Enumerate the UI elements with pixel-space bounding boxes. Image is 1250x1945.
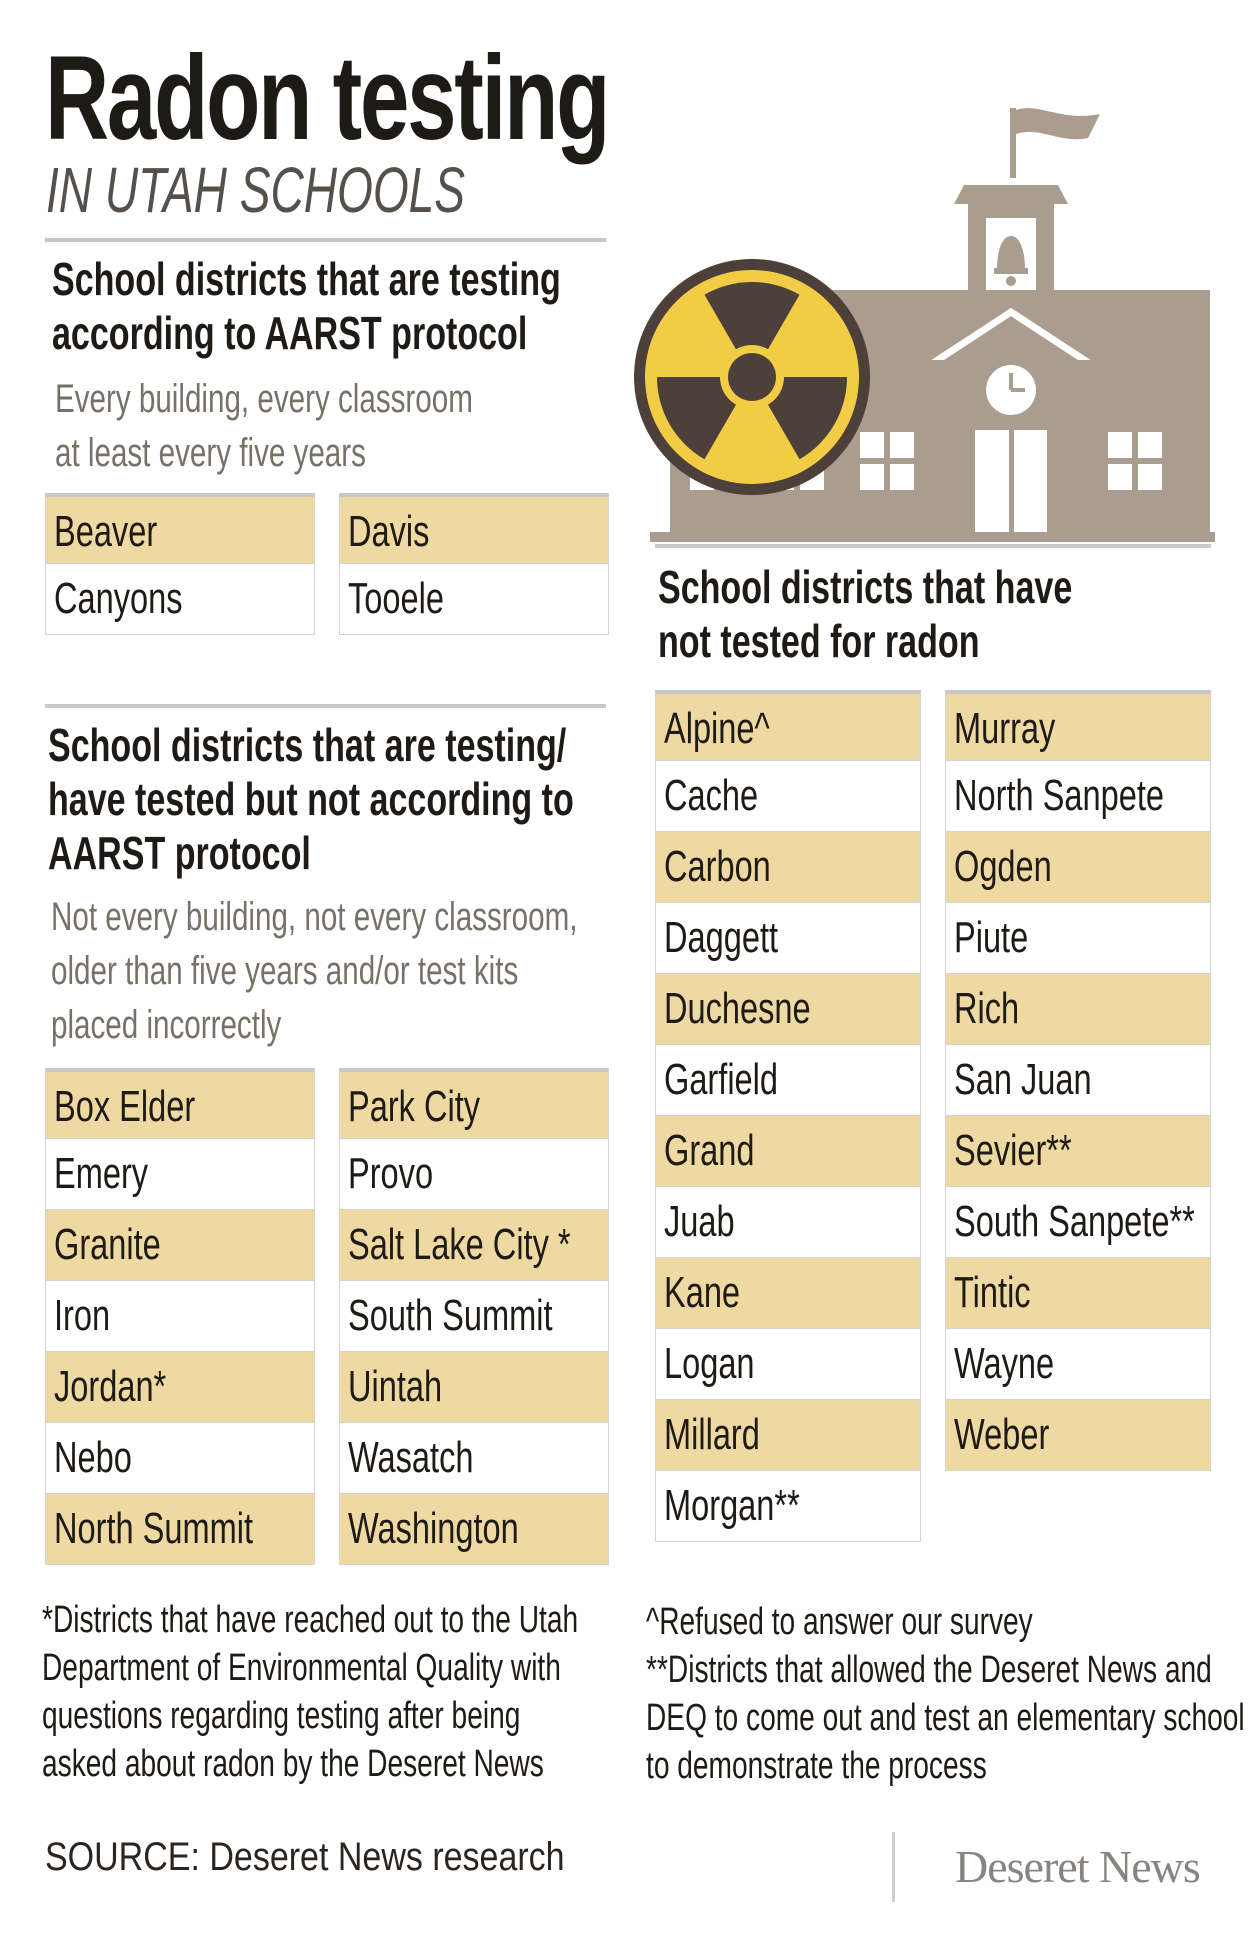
aarst-heading: School districts that are testing according to AARST protocol <box>52 253 561 359</box>
district-cell: Millard <box>655 1400 921 1471</box>
not-tested-column-1 <box>655 690 921 1542</box>
aarst-column-2 <box>339 493 609 635</box>
district-cell: Duchesne <box>655 974 921 1045</box>
not-tested-heading: School districts that have not tested for radon <box>658 561 1073 667</box>
divider <box>45 238 606 242</box>
district-cell: South Summit <box>339 1281 609 1352</box>
district-cell: Washington <box>339 1494 609 1565</box>
non-aarst-table <box>45 1068 609 1565</box>
district-cell: Murray <box>945 690 1211 761</box>
district-cell: Ogden <box>945 832 1211 903</box>
page-title: Radon testing <box>45 31 609 165</box>
district-cell: Iron <box>45 1281 315 1352</box>
district-cell: San Juan <box>945 1045 1211 1116</box>
district-cell: Rich <box>945 974 1211 1045</box>
district-cell: Carbon <box>655 832 921 903</box>
left-footnote: *Districts that have reached out to the Utah Department of Environmental Quality with questions regarding testing after being asked about radon by the Deseret News <box>42 1599 579 1785</box>
non-aarst-heading: School districts that are testing/ have tested but not according to AARST protocol <box>48 719 574 879</box>
district-cell: Uintah <box>339 1352 609 1423</box>
district-cell: Granite <box>45 1210 315 1281</box>
district-cell: Provo <box>339 1139 609 1210</box>
divider <box>655 544 1211 548</box>
district-cell: North Summit <box>45 1494 315 1565</box>
district-cell: Wasatch <box>339 1423 609 1494</box>
district-cell: North Sanpete <box>945 761 1211 832</box>
aarst-table <box>45 493 609 635</box>
district-cell: Daggett <box>655 903 921 974</box>
district-cell: Tooele <box>339 564 609 635</box>
district-cell: Alpine^ <box>655 690 921 761</box>
district-cell: Emery <box>45 1139 315 1210</box>
district-cell: Canyons <box>45 564 315 635</box>
district-cell: Kane <box>655 1258 921 1329</box>
district-cell: Weber <box>945 1400 1211 1471</box>
page-subtitle: IN UTAH SCHOOLS <box>46 154 466 226</box>
district-cell: Beaver <box>45 493 315 564</box>
not-tested-table <box>655 690 1211 1542</box>
district-cell: Grand <box>655 1116 921 1187</box>
aarst-column-1 <box>45 493 315 635</box>
not-tested-column-2 <box>945 690 1211 1542</box>
district-cell: Morgan** <box>655 1471 921 1542</box>
non-aarst-column-2 <box>339 1068 609 1565</box>
non-aarst-column-1 <box>45 1068 315 1565</box>
district-cell: Jordan* <box>45 1352 315 1423</box>
district-cell: South Sanpete** <box>945 1187 1211 1258</box>
district-cell: Nebo <box>45 1423 315 1494</box>
district-cell: Davis <box>339 493 609 564</box>
district-cell: Sevier** <box>945 1116 1211 1187</box>
district-cell: Park City <box>339 1068 609 1139</box>
district-cell: Box Elder <box>45 1068 315 1139</box>
district-cell: Garfield <box>655 1045 921 1116</box>
district-cell: Cache <box>655 761 921 832</box>
non-aarst-description: Not every building, not every classroom, older than five years and/or test kits placed incorrectly <box>51 895 578 1047</box>
district-cell: Salt Lake City * <box>339 1210 609 1281</box>
district-cell: Wayne <box>945 1329 1211 1400</box>
district-cell: Tintic <box>945 1258 1211 1329</box>
source-credit: SOURCE: Deseret News research <box>45 1835 565 1879</box>
district-cell: Logan <box>655 1329 921 1400</box>
aarst-description: Every building, every classroom at least every five years <box>55 377 473 475</box>
district-cell: Juab <box>655 1187 921 1258</box>
deseret-news-logo: Deseret News <box>955 1841 1200 1892</box>
divider <box>892 1832 895 1902</box>
district-cell: Piute <box>945 903 1211 974</box>
right-footnote: ^Refused to answer our survey **Districts that allowed the Deseret News and DEQ to come out and test an elementary school to demonstrate the process <box>646 1601 1245 1787</box>
divider <box>45 704 606 708</box>
